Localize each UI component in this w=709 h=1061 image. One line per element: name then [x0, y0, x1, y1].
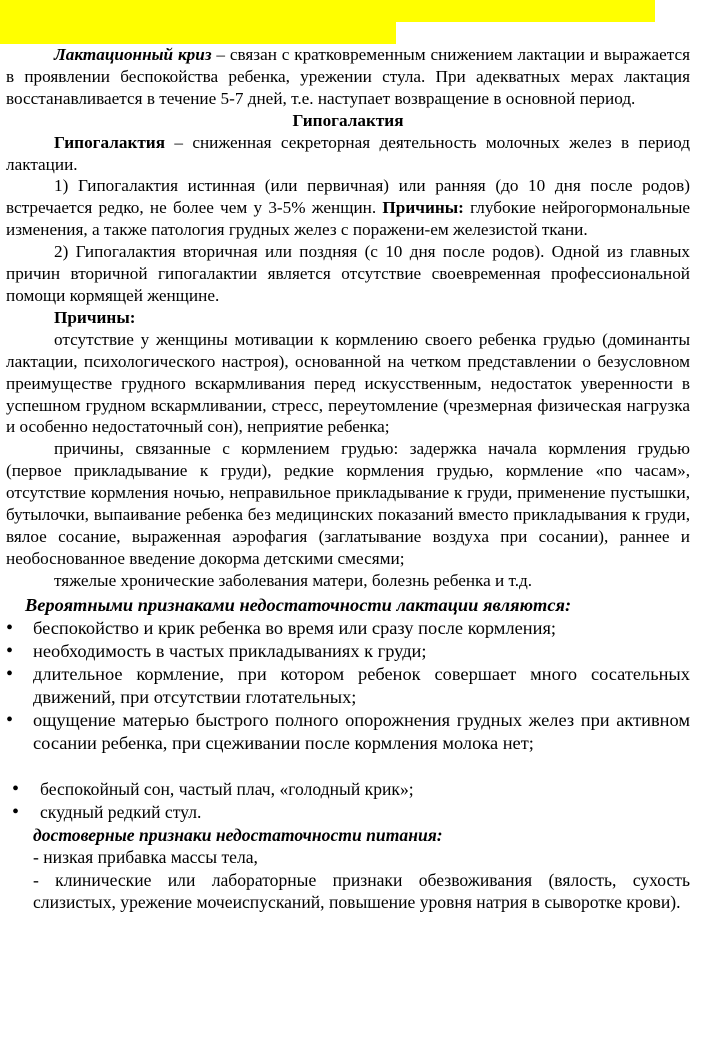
list-item: • ощущение матерью быстрого полного опорожнения грудных желез при активном сосании ребенка, при сцеживании после кормления молока нет; — [6, 709, 690, 755]
probable-signs-heading: Вероятными признаками недостаточности лактации являются: — [25, 594, 572, 615]
cause-item: причины, связанные с кормлением грудью: задержка начала кормления грудью (первое прикладывание к груди), редкие кормления грудью, кормление «по часам», отсутствие кормления ночью, неправильное прикладывание к груди, применение пустышки, бутылочки, выпаивание ребенка без медицинских показаний вместо прикладывания к груди, вялое сосание, выраженная аэрофагия (заглатывание воздуха при сосании), раннее и необоснованное введение докорма детскими смесями; — [6, 439, 690, 568]
list-item: • беспокойство и крик ребенка во время или сразу после кормления; — [6, 617, 690, 640]
causes-heading: Причины: — [54, 307, 136, 327]
spacer — [6, 755, 690, 778]
reliable-signs-heading: достоверные признаки недостаточности питания: — [33, 824, 443, 845]
section-heading: Гипогалактия — [292, 110, 404, 130]
reliable-sign-item: - низкая прибавка массы тела, — [33, 847, 258, 868]
primary-hypogalactia-text: 1) Гипогалактия истинная (или первичная) или ранняя (до 10 дня после родов) встречается редко, не более чем у 3-5% женщин. — [6, 176, 690, 218]
lactation-crisis-paragraph — [6, 44, 690, 110]
lactation-crisis-term: Лактационный криз — [54, 45, 212, 64]
list-item: • необходимость в частых прикладываниях к груди; — [6, 640, 690, 663]
reliable-sign-item: - клинические или лабораторные признаки обезвоживания (вялость, сухость слизистых, урежение мочеиспусканий, повышение уровня натрия в сыворотке крови). — [33, 869, 690, 913]
list-item: • скудный редкий стул. — [6, 801, 690, 824]
primary-hypogalactia-paragraph — [6, 175, 690, 241]
primary-causes-label: Причины: — [382, 198, 464, 218]
reliable-signs-block — [33, 824, 690, 914]
probable-signs-list-2 — [6, 778, 690, 824]
document-page — [6, 44, 690, 914]
highlight-bar-top — [0, 0, 655, 22]
hypogalactia-definition-text: – сниженная секреторная деятельность молочных желез в период лактации. — [6, 132, 690, 174]
cause-item: отсутствие у женщины мотивации к кормлению своего ребенка грудью (доминанты лактации, психологического настроя), основанной на четком представлении о безусловном преимуществе грудного вскармливания перед искусственным, недостаток уверенности в успешном грудном вскармливании, стресс, переутомление (чрезмерная физическая нагрузка и особенно недостаточный сон), неприятие ребенка; — [6, 329, 690, 437]
probable-signs-list — [6, 617, 690, 755]
lactation-crisis-text: – связан с кратковременным снижением лактации и выражается в проявлении беспокойства ребенка, урежении стула. При адекватных мерах лактация восстанавливается в течение 5-7 дней, т.е. наступает возвращение в основной период. — [6, 45, 690, 108]
hypogalactia-definition — [6, 132, 690, 176]
highlight-bar-second — [0, 22, 396, 44]
cause-item: тяжелые хронические заболевания матери, болезнь ребенка и т.д. — [54, 570, 533, 590]
list-item: • длительное кормление, при котором ребенок совершает много сосательных движений, при отсутствии глотательных; — [6, 663, 690, 709]
hypogalactia-term: Гипогалактия — [54, 132, 166, 152]
secondary-hypogalactia-paragraph: 2) Гипогалактия вторичная или поздняя (с 10 дня после родов). Одной из главных причин вторичной гипогалактии является отсутствие своевременная профессиональной помощи кормящей женщине. — [6, 242, 690, 305]
list-item: • беспокойный сон, частый плач, «голодный крик»; — [6, 778, 690, 801]
primary-causes-text: глубокие нейрогормональные изменения, а также патология грудных желез с поражени-ем железистой ткани. — [6, 198, 690, 240]
